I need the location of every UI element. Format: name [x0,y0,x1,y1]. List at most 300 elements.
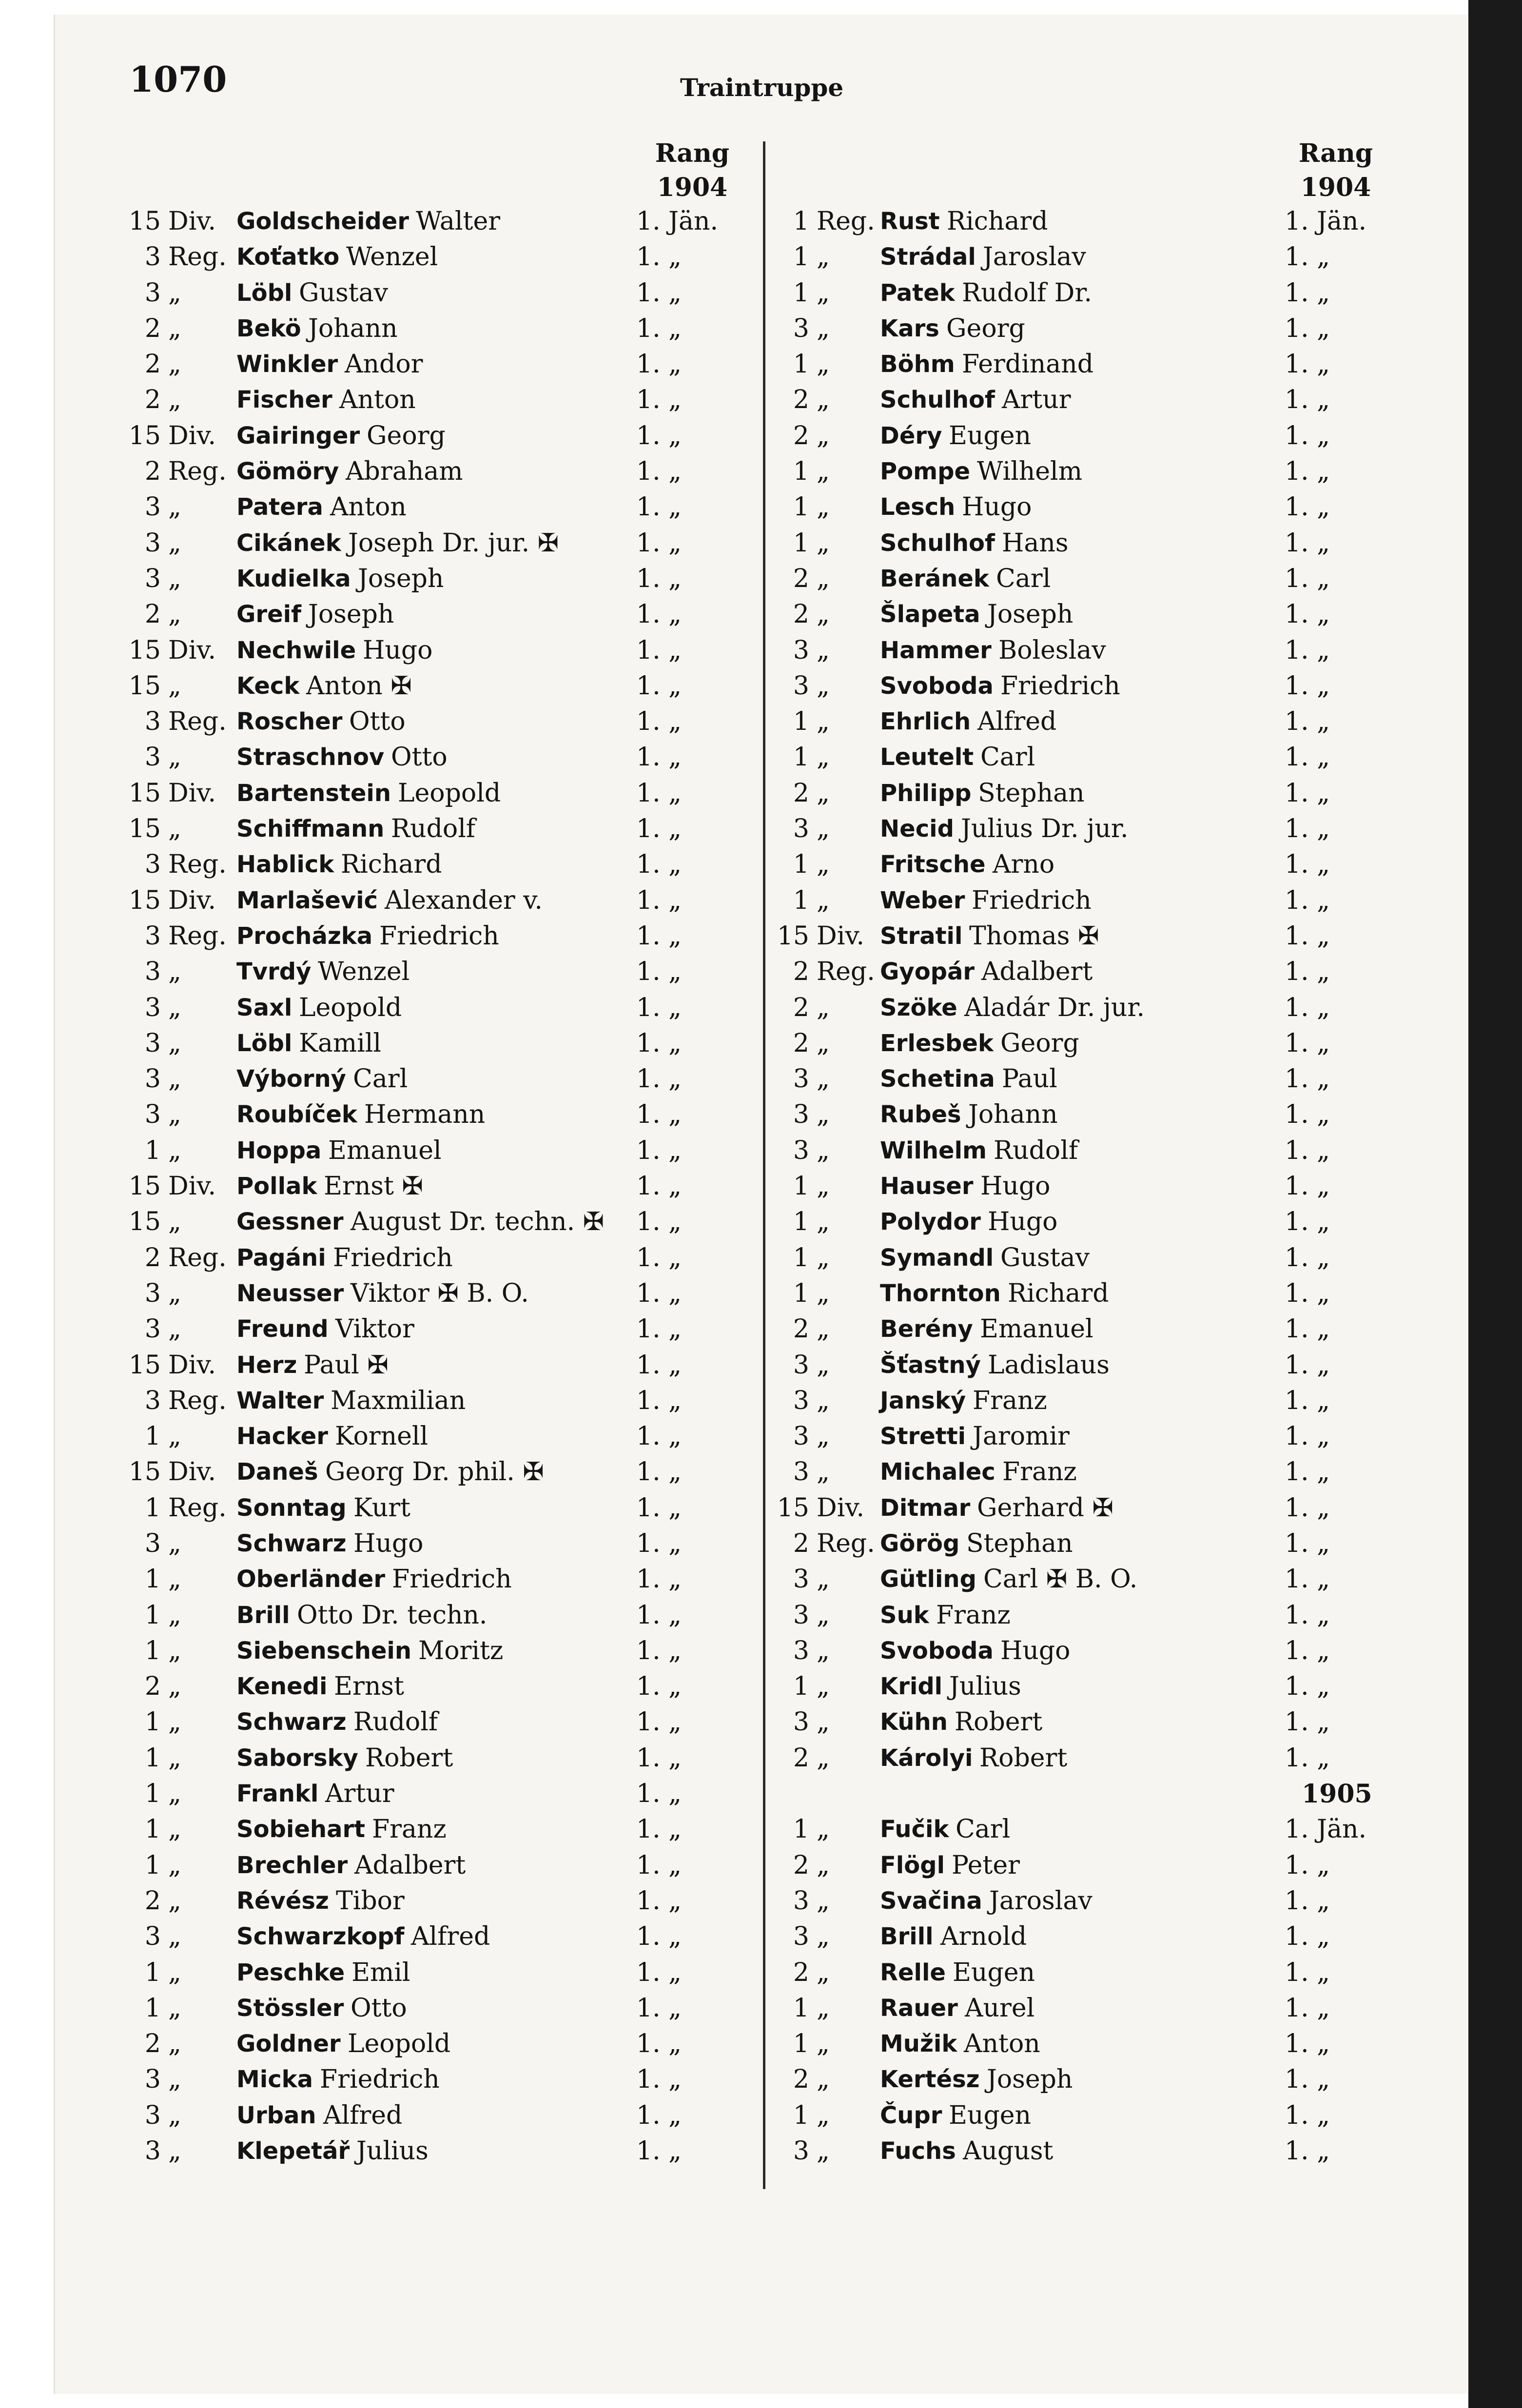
entry-date: 1. „ [1285,885,1330,915]
entry-number: 1 [793,1207,809,1237]
entry-number: 2 [793,1028,809,1058]
entry-surname: Beránek [880,565,989,592]
entry-unit: Reg. [817,957,875,987]
entry-number: 1 [793,743,809,772]
entry-surname: Schiffmann [236,815,385,843]
entry-given-name: Hugo [980,1172,1051,1201]
entry-unit: „ [817,564,830,593]
entry-date: 1. „ [1285,600,1330,629]
list-item [775,1704,1424,1740]
entry-number: 1 [793,885,809,915]
list-item [775,1741,1424,1776]
entry-surname: Révész [236,1887,329,1915]
list-item [775,1169,1424,1204]
entry-date: 1. „ [636,993,682,1022]
entry-date: 1. „ [1285,2029,1330,2059]
list-item [775,382,1424,418]
entry-number: 3 [144,957,161,987]
entry-unit: Div. [817,1493,865,1523]
entry-date: 1. „ [636,814,682,844]
entry-number: 3 [793,1707,809,1737]
entry-number: 2 [793,421,809,450]
list-item [775,740,1424,775]
entry-unit: Reg. [168,457,227,487]
entry-number: 3 [793,1386,809,1415]
entry-unit: „ [817,1064,830,1094]
entry-unit: „ [817,385,830,415]
entry-unit: „ [817,600,830,629]
page-title: Traintruppe [680,73,844,102]
entry-surname: Nechwile [236,636,356,664]
entry-number: 3 [144,1100,161,1130]
list-item [775,347,1424,382]
entry-surname: Svoboda [880,672,994,700]
entry-surname: Pagáni [236,1244,326,1272]
entry-unit: „ [168,1135,181,1165]
entry-number: 15 [128,421,161,450]
entry-given-name: Johann [968,1100,1058,1130]
entry-date: 1. „ [1285,1135,1330,1165]
entry-unit: „ [168,600,181,629]
entry-surname: Michalec [880,1458,995,1486]
list-item [127,1383,756,1419]
entry-number: 2 [144,2029,161,2059]
entry-number: 2 [793,957,809,987]
entry-date: 1. „ [1285,564,1330,593]
entry-given-name: Ernst ✠ [324,1172,423,1201]
entry-unit: „ [817,1565,830,1594]
entry-given-name: August Dr. techn. ✠ [351,1207,605,1237]
entry-date: 1. „ [1285,1386,1330,1415]
entry-surname: Janský [880,1387,966,1414]
entry-given-name: Joseph [358,564,444,593]
list-item [775,1276,1424,1312]
entry-unit: „ [168,743,181,772]
entry-surname: Sobiehart [236,1816,366,1843]
entry-surname: Stratil [880,922,963,950]
entry-given-name: Richard [341,850,442,880]
list-item [127,2026,756,2062]
entry-given-name: Viktor ✠ B. O. [351,1278,529,1308]
entry-date: 1. „ [636,1172,682,1201]
entry-given-name: Thomas ✠ [969,921,1099,951]
entry-surname: Hacker [236,1423,328,1450]
entry-surname: Schwarzkopf [236,1923,405,1951]
entry-given-name: Georg Dr. phil. ✠ [325,1457,544,1487]
entry-given-name: Aurel [965,1993,1035,2023]
rang-year: 1904 [657,173,728,202]
entry-unit: „ [168,1207,181,1237]
entry-date: 1. „ [1285,492,1330,522]
entry-date: 1. „ [636,600,682,629]
entry-surname: Výborný [236,1065,346,1093]
entry-given-name: Otto [351,1993,407,2023]
entry-surname: Svoboda [880,1637,994,1664]
entry-date: 1. „ [1285,1958,1330,1987]
entry-given-name: Johann [308,313,398,343]
list-item [127,1669,756,1704]
list-item [775,526,1424,561]
entry-surname: Weber [880,886,965,914]
entry-surname: Koťatko [236,243,340,271]
entry-date: 1. „ [636,385,682,415]
entry-date: 1. „ [1285,921,1330,951]
list-item [127,847,756,882]
left-column [127,204,756,2169]
entry-number: 15 [777,1493,809,1523]
entry-unit: „ [817,743,830,772]
entry-unit: „ [817,1993,830,2023]
rang-year: 1904 [1300,173,1371,202]
entry-unit: „ [168,1707,181,1737]
entry-unit: „ [817,242,830,272]
entry-surname: Böhm [880,351,955,378]
entry-given-name: Carl [996,564,1051,593]
entry-date: 1. „ [636,1672,682,1702]
entry-date: 1. „ [1285,2136,1330,2166]
entry-unit: „ [817,1922,830,1952]
entry-date: 1. „ [636,743,682,772]
entry-surname: Saxl [236,994,293,1021]
entry-date: 1. „ [636,778,682,808]
entry-surname: Kudielka [236,565,351,592]
entry-surname: Kenedi [236,1673,328,1701]
entry-surname: Bekö [236,314,301,342]
entry-given-name: Adalbert [354,1850,466,1880]
entry-number: 3 [144,1314,161,1344]
entry-number: 1 [144,1135,161,1165]
entry-surname: Symandl [880,1244,994,1272]
entry-unit: Reg. [817,1528,875,1558]
entry-given-name: Abraham [346,457,463,487]
entry-unit: Reg. [168,707,227,737]
rang-label: Rang [1298,138,1373,168]
list-item [127,1240,756,1276]
entry-unit: „ [817,2065,830,2095]
entry-unit: Div. [168,1172,216,1201]
entry-given-name: Alfred [323,2100,403,2130]
entry-date: 1. „ [1285,1565,1330,1594]
entry-number: 1 [793,1815,809,1844]
entry-number: 1 [144,1636,161,1665]
list-item [775,1776,1424,1812]
entry-number: 3 [144,743,161,772]
entry-date: 1. „ [1285,1064,1330,1094]
list-item [127,883,756,919]
entry-date: 1. „ [1285,778,1330,808]
entry-surname: Hoppa [236,1136,322,1164]
entry-date: 1. „ [636,885,682,915]
list-item [127,954,756,990]
list-item [775,1562,1424,1597]
entry-unit: „ [817,1028,830,1058]
right-column [775,204,1424,2169]
entry-given-name: Franz [372,1815,447,1844]
entry-surname: Wilhelm [880,1136,987,1164]
entry-given-name: Friedrich [320,2065,440,2095]
entry-number: 3 [144,1278,161,1308]
entry-surname: Hablick [236,851,334,879]
entry-date: 1. „ [636,1350,682,1380]
entry-unit: „ [168,528,181,558]
entry-surname: Fischer [236,386,332,414]
entry-number: 15 [128,207,161,236]
entry-surname: Leutelt [880,744,974,771]
list-item [127,1991,756,2026]
entry-given-name: Walter [416,207,501,236]
list-item [775,561,1424,597]
entry-given-name: Rudolf [353,1707,438,1737]
list-item [127,204,756,239]
entry-number: 2 [144,1672,161,1702]
entry-date: 1. „ [1285,242,1330,272]
entry-number: 3 [144,528,161,558]
entry-given-name: Anton [330,492,407,522]
entry-unit: „ [817,2100,830,2130]
entry-unit: „ [168,492,181,522]
entry-unit: „ [817,1243,830,1273]
entry-date: 1. „ [636,1850,682,1880]
entry-date: 1. „ [1285,1922,1330,1952]
list-item [775,418,1424,454]
entry-number: 15 [777,921,809,951]
entry-date: 1. „ [636,528,682,558]
entry-number: 1 [144,1600,161,1630]
entry-date: 1. „ [1285,671,1330,701]
entry-given-name: Jaromir [973,1422,1070,1451]
list-item [127,1919,756,1955]
entry-number: 1 [793,850,809,880]
list-item [775,704,1424,740]
entry-number: 3 [144,492,161,522]
entry-unit: „ [817,850,830,880]
entry-unit: „ [817,457,830,487]
list-item [775,1133,1424,1169]
entry-given-name: Ernst [334,1672,404,1702]
entry-surname: Gyopár [880,958,975,986]
entry-given-name: Stephan [966,1528,1073,1558]
entry-number: 2 [793,600,809,629]
list-item [127,1061,756,1097]
entry-number: 3 [144,1922,161,1952]
entry-number: 3 [793,1064,809,1094]
entry-given-name: Friedrich [379,921,499,951]
entry-date: 1. „ [1285,1707,1330,1737]
entry-date: 1. „ [1285,1243,1330,1273]
entry-surname: Kühn [880,1708,948,1736]
scan-edge [1468,0,1522,2408]
entry-surname: Micka [236,2066,313,2094]
entry-surname: Gömöry [236,458,339,486]
entry-unit: „ [817,1386,830,1415]
entry-date: 1. „ [636,2065,682,2095]
entry-unit: „ [817,1886,830,1916]
entry-unit: „ [817,1457,830,1487]
entry-number: 2 [144,457,161,487]
entry-surname: Strádal [880,243,976,271]
entry-given-name: Emil [351,1958,410,1987]
entry-number: 1 [144,1958,161,1987]
entry-number: 1 [793,207,809,236]
list-item [775,1312,1424,1347]
entry-unit: „ [817,1135,830,1165]
entry-date: 1. „ [636,350,682,379]
list-item [127,2062,756,2097]
entry-number: 3 [793,635,809,665]
list-item [775,1026,1424,1061]
entry-given-name: Anton [339,385,416,415]
entry-date: 1. „ [1285,1207,1330,1237]
entry-surname: Saborsky [236,1744,358,1772]
entry-number: 3 [793,1457,809,1487]
entry-number: 1 [793,528,809,558]
list-item [127,489,756,525]
entry-date: 1. „ [636,1528,682,1558]
entry-number: 1 [793,278,809,308]
entry-date: 1. „ [636,1922,682,1952]
entry-given-name: Wilhelm [977,457,1082,487]
entry-surname: Šťastný [880,1351,981,1379]
entry-unit: „ [817,2029,830,2059]
entry-number: 2 [793,385,809,415]
entry-unit: „ [817,1743,830,1773]
list-item [775,1919,1424,1955]
entry-date: 1. „ [1285,1993,1330,2023]
list-item [775,633,1424,668]
entry-given-name: Andor [345,350,423,379]
entry-number: 1 [144,1815,161,1844]
entry-unit: „ [168,313,181,343]
entry-surname: Fritsche [880,851,986,879]
entry-number: 2 [144,600,161,629]
list-item [127,1598,756,1633]
entry-date: 1. „ [1285,1350,1330,1380]
entry-number: 3 [793,2136,809,2166]
entry-surname: Brechler [236,1851,348,1879]
entry-number: 2 [793,2065,809,2095]
entry-given-name: Viktor [335,1314,414,1344]
entry-surname: Rubeš [880,1101,961,1129]
entry-given-name: Carl ✠ B. O. [983,1565,1138,1594]
entry-date: 1. „ [1285,707,1330,737]
entry-number: 15 [128,1207,161,1237]
list-item [127,347,756,382]
entry-given-name: Franz [936,1600,1011,1630]
entry-unit: „ [817,1422,830,1451]
entry-unit: „ [817,1278,830,1308]
entry-surname: Patera [236,493,323,521]
entry-given-name: Friedrich [392,1565,512,1594]
entry-surname: Oberländer [236,1566,385,1593]
list-item [775,2098,1424,2134]
list-item [127,1776,756,1812]
entry-given-name: Moritz [418,1636,504,1665]
entry-date: 1. „ [1285,1600,1330,1630]
entry-given-name: Ferdinand [962,350,1094,379]
entry-given-name: Robert [365,1743,453,1773]
entry-unit: „ [817,885,830,915]
entry-surname: Gairinger [236,422,360,450]
entry-given-name: Rudolf [994,1135,1078,1165]
entry-date: 1. „ [636,1243,682,1273]
entry-unit: „ [817,993,830,1022]
entry-unit: „ [168,1958,181,1987]
entry-date: 1. „ [1285,385,1330,415]
entry-surname: Schulhof [880,386,995,414]
entry-surname: Déry [880,422,942,450]
list-item [127,740,756,775]
list-item [127,1204,756,1240]
entry-unit: „ [817,1350,830,1380]
page-number: 1070 [129,59,227,100]
list-item [127,1312,756,1347]
entry-number: 3 [144,1528,161,1558]
entry-number: 15 [128,1350,161,1380]
entry-given-name: Paul ✠ [304,1350,389,1380]
entry-unit: „ [817,1672,830,1702]
entry-unit: „ [817,814,830,844]
list-item [127,2098,756,2134]
entry-given-name: Joseph [308,600,394,629]
entry-given-name: Hugo [988,1207,1058,1237]
entry-number: 1 [144,1422,161,1451]
entry-given-name: Emanuel [980,1314,1093,1344]
entry-date: 1. „ [636,1278,682,1308]
entry-number: 3 [144,1386,161,1415]
entry-date: 1. „ [1285,957,1330,987]
entry-given-name: Friedrich [1000,671,1120,701]
entry-given-name: Maxmilian [331,1386,466,1415]
entry-unit: „ [817,778,830,808]
entry-number: 1 [793,492,809,522]
entry-surname: Gessner [236,1208,344,1236]
entry-number: 3 [793,1422,809,1451]
entry-number: 3 [793,1886,809,1916]
entry-surname: Erlesbek [880,1029,994,1057]
entry-unit: „ [817,492,830,522]
entry-date: 1. „ [1285,814,1330,844]
entry-surname: Urban [236,2101,316,2129]
entry-unit: „ [817,671,830,701]
entry-given-name: Robert [979,1743,1068,1773]
list-item [127,1562,756,1597]
entry-unit: Reg. [168,850,227,880]
entry-surname: Relle [880,1958,946,1986]
list-item [127,1848,756,1883]
entry-unit: „ [168,1672,181,1702]
entry-given-name: Julius [356,2136,429,2166]
entry-date: 1. „ [636,457,682,487]
entry-surname: Stretti [880,1423,966,1450]
entry-given-name: Hugo [363,635,433,665]
list-item [775,1526,1424,1562]
entry-unit: „ [168,1422,181,1451]
entry-surname: Suk [880,1601,929,1629]
entry-number: 2 [144,313,161,343]
entry-number: 1 [793,457,809,487]
entry-unit: Div. [168,207,216,236]
entry-surname: Fučik [880,1816,949,1843]
entry-surname: Roscher [236,708,343,736]
list-item [127,1490,756,1526]
entry-given-name: Kurt [353,1493,410,1523]
entry-unit: „ [817,1707,830,1737]
entry-given-name: Franz [1002,1457,1077,1487]
entry-unit: Reg. [817,207,875,236]
entry-date: 1. „ [1285,1100,1330,1130]
entry-given-name: Friedrich [972,885,1092,915]
entry-number: 1 [793,350,809,379]
